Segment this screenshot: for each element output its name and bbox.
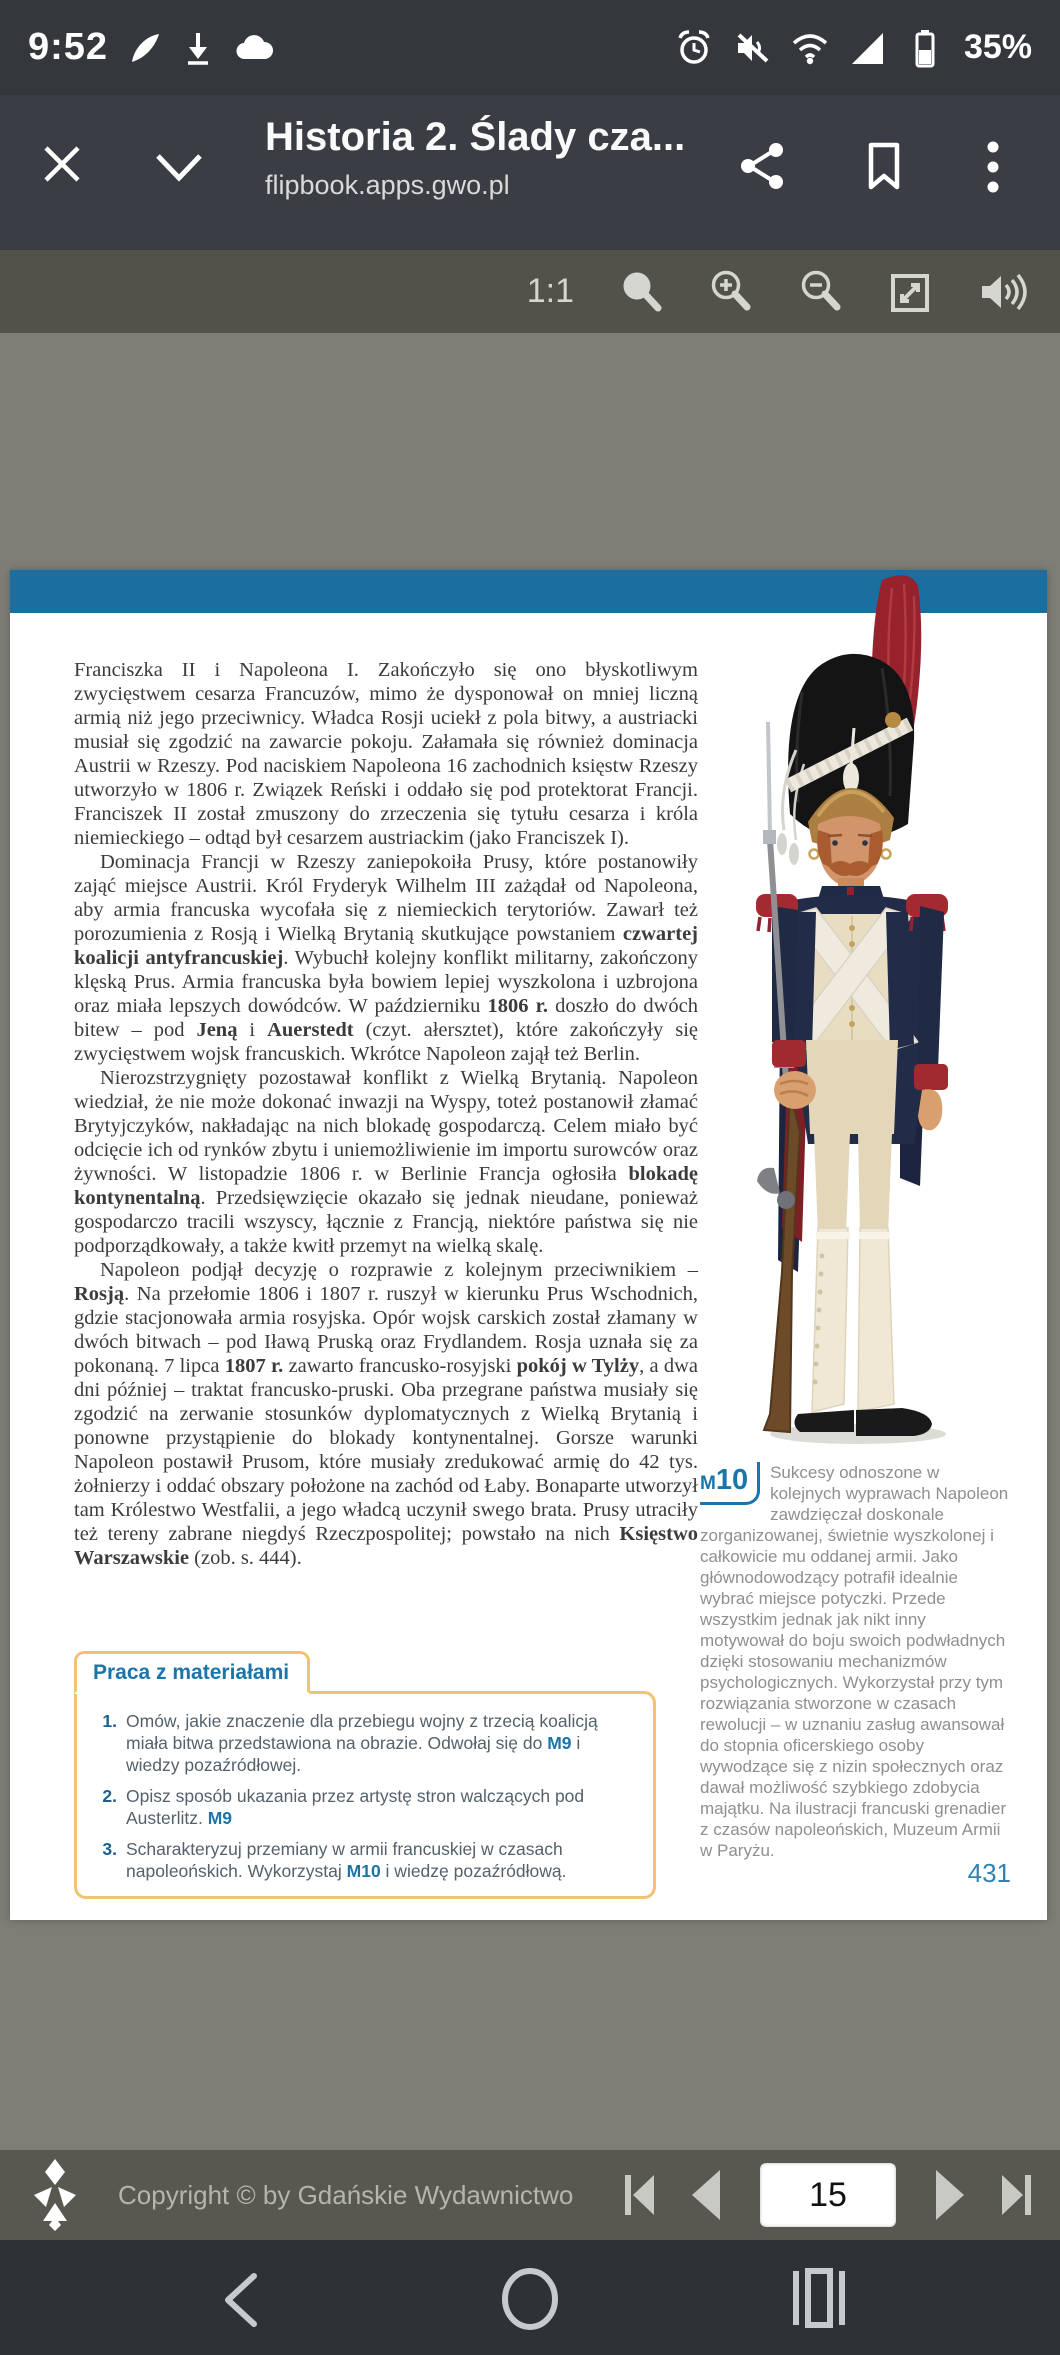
battery-icon (904, 27, 946, 69)
share-icon[interactable] (738, 140, 788, 192)
gwo-logo-icon (26, 2159, 84, 2231)
clock: 9:52 (28, 26, 109, 68)
browser-toolbar (0, 95, 1060, 250)
overflow-menu-icon[interactable] (986, 140, 1000, 194)
first-page-button[interactable] (622, 2172, 658, 2218)
document-title: Historia 2. Ślady cza... (265, 115, 686, 159)
body-text (74, 658, 698, 1570)
feather-icon (126, 30, 162, 66)
cloud-icon (234, 31, 274, 65)
zoom-in-icon[interactable] (708, 269, 754, 315)
tasks-box (74, 1691, 656, 1899)
viewer-canvas (0, 333, 1060, 2150)
status-bar (0, 0, 1060, 95)
site-url: flipbook.apps.gwo.pl (265, 170, 510, 200)
paragraph: Dominacja Francji w Rzeszy zaniepokoiła Prusy, które postanowiły zająć miejsce Austrii. Król Fryderyk Wilhelm III zażądał od Napoleona, aby armia francuska wycofała się z niemieckich terytoriów. Zawarł też porozumienia z Rosją i Wielką Brytanią skutkujące powstaniem czwartej koalicji antyfrancuskiej. Wybuchł kolejny konflikt militarny, zakończony klęską Prus. Armia francuska była bowiem lepiej wyszkolona i uzbrojona oraz miała lepszych dowódców. W październiku 1806 r. doszło do dwóch bitew – pod Jeną i Auerstedt (czyt. ałersztet), które zakończyły się zwycięstwem wojsk francuskich. Wkrótce Napoleon zajął też Berlin. (74, 851, 698, 1065)
chevron-down-icon[interactable] (150, 150, 208, 186)
back-button[interactable] (218, 2270, 262, 2330)
fullscreen-icon[interactable] (888, 269, 934, 315)
bookmark-icon[interactable] (862, 140, 906, 192)
download-icon (180, 30, 216, 66)
next-page-button[interactable] (926, 2168, 968, 2222)
grenadier-illustration (686, 572, 1016, 1452)
copyright-text: Copyright © by Gdańskie Wydawnictwo (118, 2179, 574, 2210)
paragraph: Napoleon podjął decyzję o rozprawie z kolejnym przeciwnikiem – Rosją. Na przełomie 1806 i 1807 r. ruszył w kierunku Prus Wschodnich, gdzie stacjonowała armia rosyjska. Opór wojsk carskich został złamany w dwóch bitwach – pod Iławą Pruską oraz Frydlandem. Rosja uznała się za pokonaną. 7 lipca 1807 r. zawarto francusko-rosyjski pokój w Tylży, a dwa dni później – traktat francusko-pruski. Oba przegrane państwa musiały się zgodzić na zerwanie stosunków dyplomatycznych z Wielką Brytanią i ponowne przystąpienie do blokady kontynentalnej. Gorsze warunki Napoleon postawił Prusom, które musiały zredukować armię do 42 tys. żołnierzy i oddać obszary położone na zachód od Łaby. Bonaparte utworzył tam Królestwo Westfalii, a jego władcą uczynił swego brata. Prusy utraciły też tereny zabrane niegdyś Rzeczpospolitej; powstało na nich Księstwo Warszawskie (zob. s. 444). (74, 1259, 699, 1569)
task-item: 2. Opisz sposób ukazania przez artystę stron walczących pod Austerlitz. M9 (102, 1786, 585, 1828)
source-badge (700, 1462, 760, 1505)
mute-icon (732, 28, 772, 68)
caption-text: Sukcesy odnoszone w kolejnych wyprawach Napoleon zawdzięczał doskonale zorganizowanej, świetnie wyszkolonej i całkowicie mu oddanej armii. Jako głównodowodzący potrafił idealnie wybrać miejsce potyczki. Przede wszystkim jednak jak nikt inny motywował do boju swoich podwładnych dzięki stosowaniu mechanizmów psychologicznych. Wykorzystał przy tym rozwiązania stworzone w czasach rewolucji – w uznaniu zasług awansował do stopnia oficerskiego osoby wywodzące się z nizin społecznych oraz dawał możliwość szybkiego zdobycia majątku. Na ilustracji francuski grenadier z czasów napoleońskich, Muzeum Armii w Paryżu. (700, 1463, 1009, 1860)
badge-letter: M (700, 1473, 716, 1494)
tasks-section (74, 1648, 656, 1899)
task-item: 3. Scharakteryzuj przemiany w armii francuskiej w czasach napoleońskich. Wykorzystaj M10 i wiedzę pozaźródłową. (102, 1839, 567, 1881)
book-page (10, 570, 1047, 1920)
flipbook-footer (0, 2150, 1060, 2240)
status-left (28, 26, 274, 69)
volume-icon[interactable] (978, 269, 1030, 315)
badge-number: 10 (715, 1464, 749, 1496)
task-item: 1. Omów, jakie znaczenie dla przebiegu wojny z trzecią koalicją miała bitwa przedstawiona na obrazie. Odwołaj się do M9 i wiedzy pozaźródłowej. (102, 1711, 598, 1775)
close-icon[interactable] (38, 140, 86, 188)
page-number-input[interactable] (760, 2163, 896, 2227)
book-page-number: 431 (967, 1858, 1011, 1888)
page-navigation (622, 2163, 1034, 2227)
zoom-out-icon[interactable] (798, 269, 844, 315)
page-title-block (265, 115, 725, 201)
tasks-list (93, 1710, 631, 1882)
zoom-scale-button[interactable]: 1:1 (526, 272, 574, 310)
flipbook-toolbar (0, 250, 1060, 333)
search-icon[interactable] (618, 269, 664, 315)
figure-caption (700, 1462, 1012, 1861)
previous-page-button[interactable] (688, 2168, 730, 2222)
paragraph: Franciszka II i Napoleona I. Zakończyło się ono błyskotliwym zwycięstwem cesarza Francuzów, mimo że dysponował on mniej liczną armią niż jego przeciwnicy. Władca Rosji uciekł z pola bitwy, a austriacki musiał się zgodzić na zawarcie pokoju. Załamała się również dominacja Austrii w Rzeszy. Pod naciskiem Napoleona 16 zachodnich księstw Rzeszy utworzyło w 1806 r. Związek Reński i oddało się pod protektorat Francji. Franciszek II został zmuszony do zrzeczenia się tytułu cesarza i króla niemieckiego – odtąd był cesarzem austriackim (jako Franciszek I). (74, 659, 698, 849)
android-navigation-bar (0, 2240, 1060, 2355)
tasks-heading: Praca z materiałami (74, 1651, 310, 1694)
recents-button[interactable] (788, 2268, 850, 2328)
battery-percent: 35% (963, 28, 1032, 66)
last-page-button[interactable] (998, 2172, 1034, 2218)
signal-icon (848, 29, 886, 67)
paragraph: Nierozstrzygnięty pozostawał konflikt z Wielką Brytanią. Napoleon wiedział, że nie może dokonać inwazji na Wyspy, toteż postanowił złamać Brytyjczyków, nakładając na nich blokadę gospodarczą. Celem miało być odcięcie ich od rynków zbytu i uniemożliwienie im importu surowców oraz żywności. W listopadzie 1806 r. w Berlinie Francja ogłosiła blokadę kontynentalną. Przedsięwzięcie okazało się jednak nieudane, ponieważ gospodarczo tracili wszyscy, łącznie z Francją, niektóre państwa się nie podporządkowały, a także kwitł przemyt na wielką skalę. (74, 1067, 698, 1257)
home-button[interactable] (498, 2266, 562, 2332)
status-right (674, 27, 1032, 69)
alarm-icon (674, 28, 714, 68)
wifi-icon (790, 28, 830, 68)
